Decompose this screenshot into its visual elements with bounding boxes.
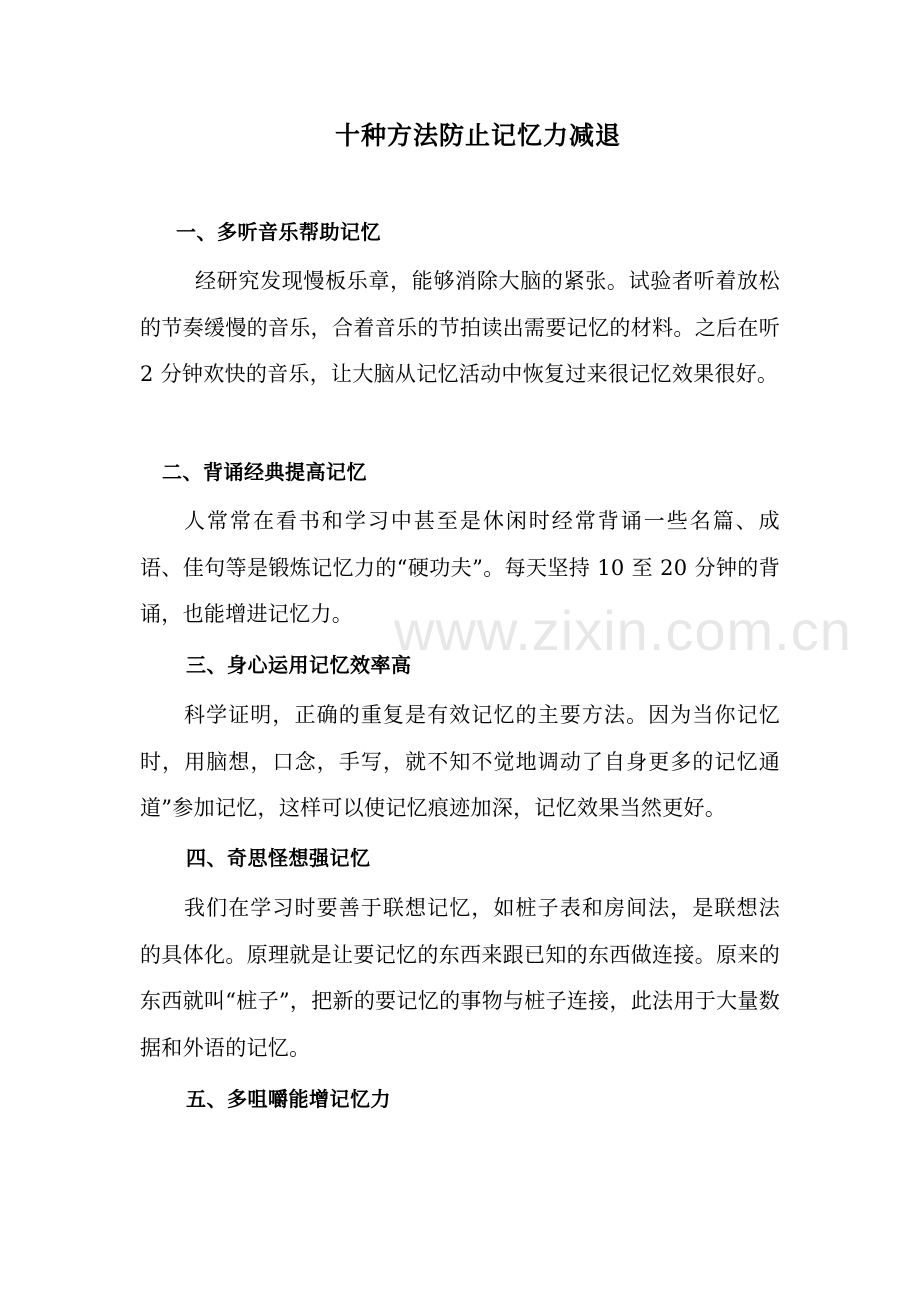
section-body-2: 人常常在看书和学习中甚至是休闲时经常背诵一些名篇、成语、佳句等是锻炼记忆力的“硬功夫”。每天坚持 10 至 20 分钟的背诵，也能增进记忆力。 [140, 509, 780, 626]
watermark: www.zixin.com.cn [394, 599, 852, 662]
section-body-1: 经研究发现慢板乐章，能够消除大脑的紧张。试验者听着放松的节奏缓慢的音乐，合着音乐的节拍读出需要记忆的材料。之后在听 2 分钟欢快的音乐，让大脑从记忆活动中恢复过来很记忆效果很好。 [140, 269, 780, 386]
section-heading-5: 五、多咀嚼能增记忆力 [186, 1087, 391, 1111]
section-heading-2: 二、背诵经典提高记忆 [162, 460, 367, 484]
document-title: 十种方法防止记忆力减退 [334, 121, 621, 150]
section-body-4: 我们在学习时要善于联想记忆，如桩子表和房间法，是联想法的具体化。原理就是让要记忆的东西来跟已知的东西做连接。原来的东西就叫“桩子”，把新的要记忆的事物与桩子连接，此法用于大量数据和外语的记忆。 [140, 896, 780, 1060]
section-heading-4: 四、奇思怪想强记忆 [186, 846, 371, 870]
section-heading-1: 一、多听音乐帮助记忆 [176, 220, 381, 244]
section-heading-3: 三、身心运用记忆效率高 [186, 653, 412, 677]
section-body-3: 科学证明，正确的重复是有效记忆的主要方法。因为当你记忆时，用脑想，口念，手写，就不知不觉地调动了自身更多的记忆通道”参加记忆，这样可以使记忆痕迹加深，记忆效果当然更好。 [140, 703, 780, 820]
